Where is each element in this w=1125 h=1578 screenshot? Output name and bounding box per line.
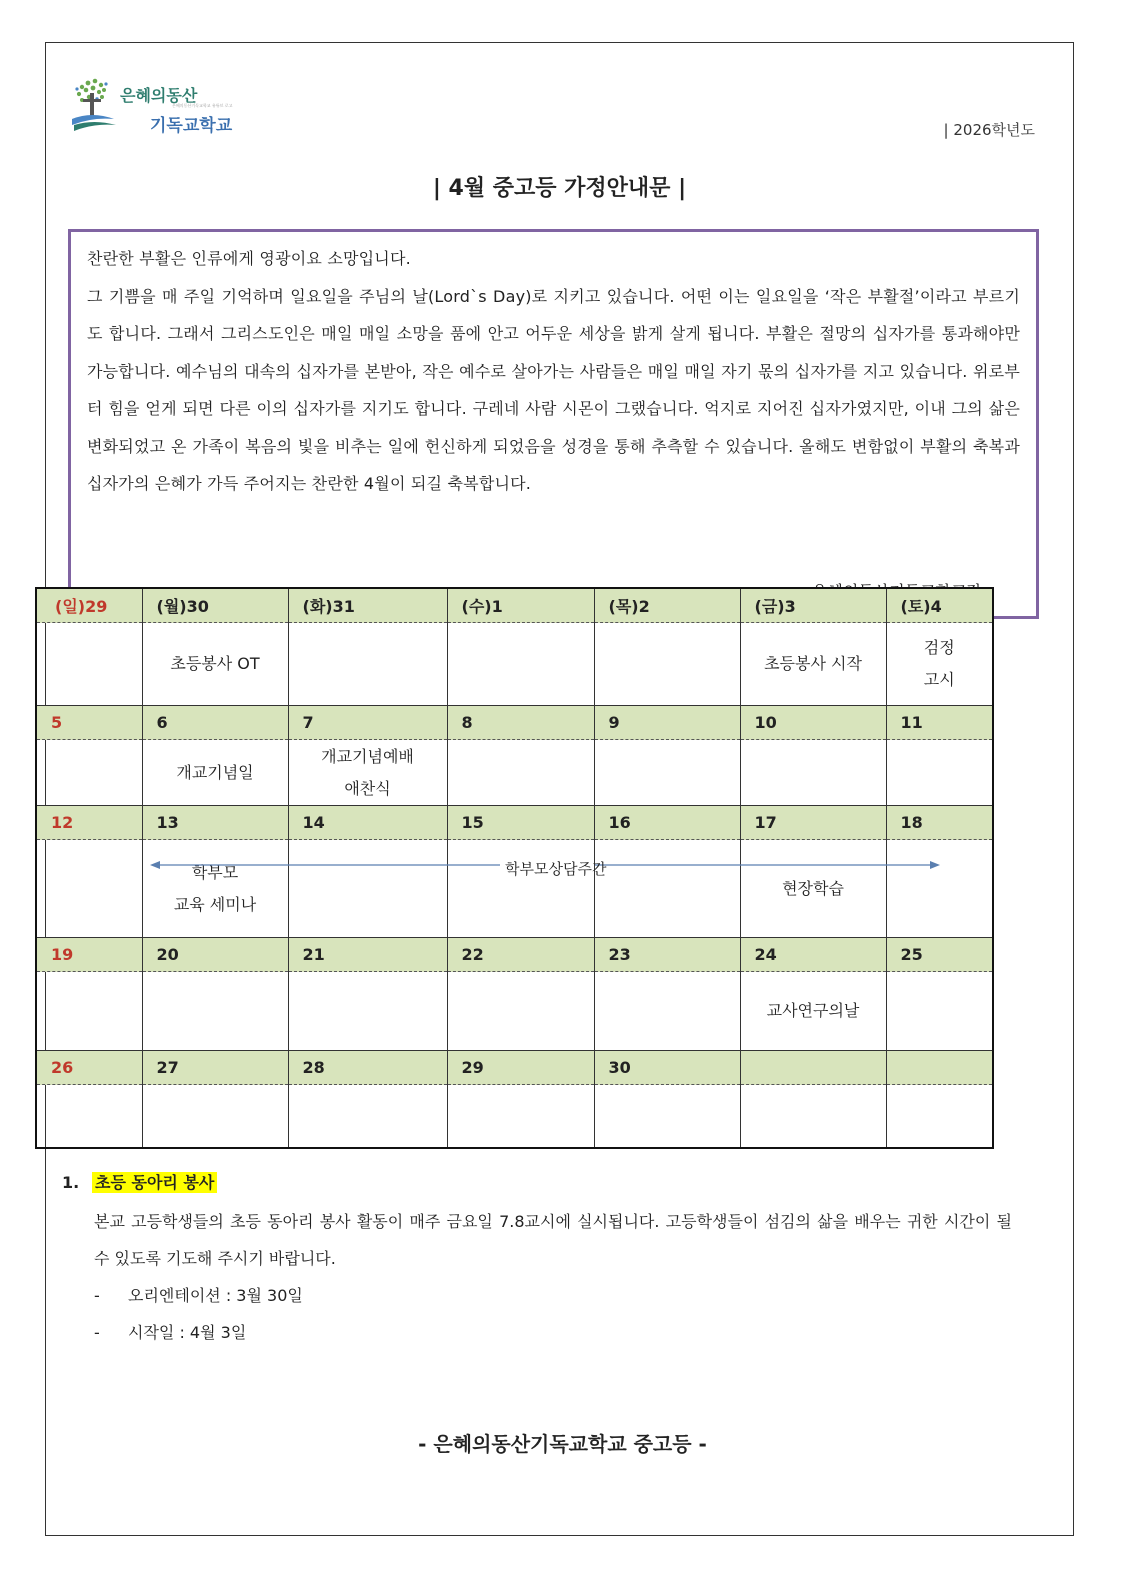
footer-school-name: - 은혜의동산기독교학교 중고등 - xyxy=(418,1432,707,1456)
calendar-event-cell xyxy=(36,623,142,706)
calendar-date: 13 xyxy=(142,806,288,840)
calendar-date-row xyxy=(36,588,993,623)
calendar-event-cell xyxy=(594,840,740,938)
calendar-date-row xyxy=(36,706,993,740)
school-logo xyxy=(68,75,268,145)
calendar-date-row xyxy=(36,938,993,972)
calendar-date: (토)4 xyxy=(886,588,993,623)
calendar-event-cell xyxy=(288,623,447,706)
calendar-date: 23 xyxy=(594,938,740,972)
calendar-event-cell xyxy=(740,972,886,1051)
calendar-event-cell xyxy=(288,740,447,806)
calendar-event-cell xyxy=(594,623,740,706)
calendar-date: 20 xyxy=(142,938,288,972)
section-heading xyxy=(62,1170,1012,1193)
calendar-event-cell xyxy=(886,840,993,938)
calendar-date: 30 xyxy=(594,1051,740,1085)
calendar-date: 17 xyxy=(740,806,886,840)
calendar-event: 개교기념예배 xyxy=(321,746,414,766)
span-event-label: 학부모상담주간 xyxy=(505,860,607,878)
calendar-date: 12 xyxy=(36,806,142,840)
calendar-event: 고시 xyxy=(923,670,955,689)
calendar-event-cell xyxy=(886,1085,993,1149)
calendar-date: 8 xyxy=(447,706,594,740)
calendar-date: (목)2 xyxy=(594,588,740,623)
calendar-event-row xyxy=(36,972,993,1051)
calendar-date: 14 xyxy=(288,806,447,840)
calendar-event-cell xyxy=(288,840,447,938)
calendar-date xyxy=(740,1051,886,1085)
calendar-event-cell xyxy=(36,1085,142,1149)
calendar-date: 19 xyxy=(36,938,142,972)
calendar-event-cell xyxy=(740,1085,886,1149)
calendar-event-cell xyxy=(594,1085,740,1149)
calendar-event-row xyxy=(36,1085,993,1149)
calendar-event-cell xyxy=(740,840,886,938)
calendar-event-cell xyxy=(447,972,594,1051)
calendar-date: 21 xyxy=(288,938,447,972)
calendar-date-row xyxy=(36,1051,993,1085)
calendar-event-cell xyxy=(886,623,993,706)
calendar-event-cell xyxy=(142,740,288,806)
calendar-event-row xyxy=(36,740,993,806)
list-item: - 시작일 : 4월 3일 xyxy=(94,1323,247,1342)
calendar-date: 28 xyxy=(288,1051,447,1085)
calendar-date: (금)3 xyxy=(740,588,886,623)
calendar-date: (일)29 xyxy=(36,588,142,623)
section-body: 본교 고등학생들의 초등 동아리 봉사 활동이 매주 금요일 7.8교시에 실시됩니다. 고등학생들이 섬김의 삶을 배우는 귀한 시간이 될 수 있도록 기도해 주시기 바랍니다. xyxy=(94,1212,1012,1268)
section-list xyxy=(94,1277,1012,1351)
calendar-date: 22 xyxy=(447,938,594,972)
calendar-event: 초등봉사 시작 xyxy=(764,654,862,673)
calendar-event-cell xyxy=(594,972,740,1051)
calendar-date: (수)1 xyxy=(447,588,594,623)
calendar-event-cell xyxy=(288,972,447,1051)
calendar-event: 초등봉사 OT xyxy=(170,654,260,673)
calendar-event-row xyxy=(36,623,993,706)
calendar-event-cell xyxy=(142,972,288,1051)
calendar-date: 11 xyxy=(886,706,993,740)
calendar-event-cell xyxy=(886,972,993,1051)
calendar-event: 학부모 xyxy=(191,862,239,882)
calendar-event-cell xyxy=(36,740,142,806)
calendar-event-cell xyxy=(142,840,288,938)
calendar-event-cell xyxy=(594,740,740,806)
calendar-event-cell xyxy=(288,1085,447,1149)
calendar-event-cell xyxy=(447,840,594,938)
calendar-date: 18 xyxy=(886,806,993,840)
calendar-date: 10 xyxy=(740,706,886,740)
calendar-date: 16 xyxy=(594,806,740,840)
calendar-event-cell xyxy=(447,623,594,706)
calendar-event: 검정 xyxy=(923,638,955,657)
logo-text-bottom: 기독교학교 xyxy=(150,116,233,136)
calendar-event-cell xyxy=(142,623,288,706)
message-paragraph: 그 기쁨을 매 주일 기억하며 일요일을 주님의 날(Lord`s Day)로 지키고 있습니다. 어떤 이는 일요일을 ‘작은 부활절’이라고 부르기도 합니다. 그래서 그리스도인은 매일 매일 소망을 품에 안고 어두운 세상을 밝게 살게 됩니다. 부활은 절망의 십자가를 통과해야만 가능합니다. 예수님의 대속의 십자가를 본받아, 작은 예수로 살아가는 사람들은 매일 매일 자기 몫의 십자가를 지고 있습니다. 위로부터 힘을 얻게 되면 다른 이의 십자가를 지기도 합니다. 구레네 사람 시몬이 그랬습니다. 억지로 지어진 십자가였지만, 이내 그의 삶은 변화되었고 온 가족이 복음의 빛을 비추는 일에 헌신하게 되었음을 성경을 통해 추측할 수 있습니다. 올해도 변함없이 부활의 축복과 십자가의 은혜가 가득 주어지는 찬란한 4월이 되길 축복합니다. xyxy=(87,286,1020,493)
message-paragraph: 찬란한 부활은 인류에게 영광이요 소망입니다. xyxy=(87,249,411,268)
calendar-date: 27 xyxy=(142,1051,288,1085)
principal-message xyxy=(87,240,1020,503)
calendar-date: 29 xyxy=(447,1051,594,1085)
calendar-event-cell xyxy=(447,740,594,806)
calendar-date: (월)30 xyxy=(142,588,288,623)
section-title: 초등 동아리 봉사 xyxy=(92,1172,217,1193)
tree-logo-icon xyxy=(68,75,122,135)
calendar-event-row xyxy=(36,840,993,938)
calendar-event-cell xyxy=(142,1085,288,1149)
calendar-date xyxy=(886,1051,993,1085)
document-title: | 4월 중고등 가정안내문 | xyxy=(432,176,687,201)
section-number: 1. xyxy=(62,1173,80,1192)
calendar-event: 현장학습 xyxy=(782,878,844,898)
list-item: - 오리엔테이션 : 3월 30일 xyxy=(94,1286,303,1305)
logo-subtitle: 은혜의동산기독교학교 유튜브 로고 xyxy=(172,103,233,108)
calendar-date-row xyxy=(36,806,993,840)
calendar-event-cell xyxy=(36,840,142,938)
calendar-event-cell xyxy=(740,623,886,706)
logo-text-top: 은혜의동산 xyxy=(120,86,198,105)
calendar-event-cell xyxy=(740,740,886,806)
calendar-date: 9 xyxy=(594,706,740,740)
calendar-event: 교사연구의날 xyxy=(766,1001,860,1020)
calendar-date: 7 xyxy=(288,706,447,740)
calendar-date: 15 xyxy=(447,806,594,840)
calendar-event-cell xyxy=(447,1085,594,1149)
section-club-service xyxy=(62,1170,1012,1351)
calendar-event: 교육 세미나 xyxy=(173,894,257,914)
calendar-date: 26 xyxy=(36,1051,142,1085)
calendar-date: 5 xyxy=(36,706,142,740)
school-year: | 2026학년도 xyxy=(943,121,1035,139)
principal-message-box xyxy=(68,229,1039,619)
calendar-event: 개교기념일 xyxy=(176,762,254,782)
calendar-date: 6 xyxy=(142,706,288,740)
calendar-date: 25 xyxy=(886,938,993,972)
calendar-date: (화)31 xyxy=(288,588,447,623)
calendar-date: 24 xyxy=(740,938,886,972)
calendar-event-cell xyxy=(36,972,142,1051)
calendar-event-cell xyxy=(886,740,993,806)
calendar-event: 애찬식 xyxy=(344,778,391,798)
